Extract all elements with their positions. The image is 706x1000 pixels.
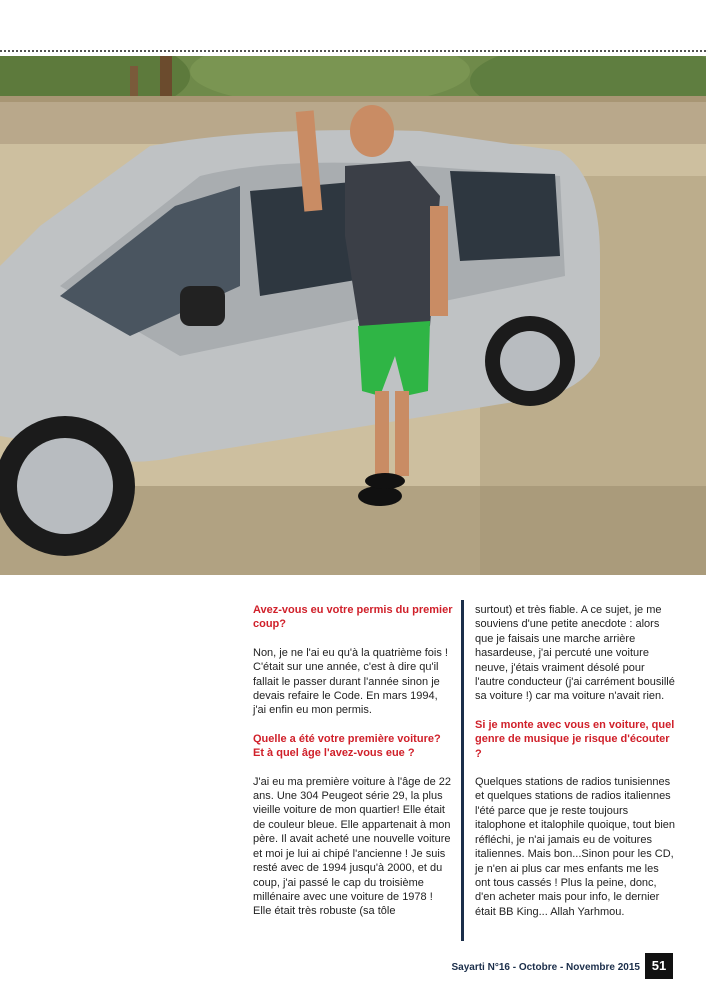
top-dotted-rule xyxy=(0,50,706,52)
footer-issue: Sayarti N°16 - Octobre - Novembre 2015 xyxy=(451,962,640,973)
answer-premiere-voiture-continued: surtout) et très fiable. A ce sujet, je me souviens d'une petite anecdote : alors que je faisais une marche arrière hasardeuse, j'ai percuté une voiture neuve, j'étais vraiment désolé pour l'autre conducteur (j'ai carrément bousillé sa voiture !) car ma voiture n'avait rien. xyxy=(475,604,675,703)
answer-permis: Non, je ne l'ai eu qu'à la quatrième fois ! C'était sur une année, c'est à dire qu'il fallait le passer durant l'année sinon je devais refaire le Code. En mars 1994, j'ai enfin eu mon permis. xyxy=(253,646,448,717)
article-photo xyxy=(0,56,706,575)
article-column-right xyxy=(475,603,677,919)
question-permis: Avez-vous eu votre permis du premier coup? xyxy=(253,604,453,631)
column-divider xyxy=(461,600,464,941)
article-column-left xyxy=(253,603,453,919)
page-number: 51 xyxy=(645,953,673,979)
answer-premiere-voiture: J'ai eu ma première voiture à l'âge de 22 ans. Une 304 Peugeot série 29, la plus vieille voiture de mon quartier! Elle était de couleur bleue. Elle appartenait à mon père. Il avait acheté une nouvelle voiture et moi je lui ai chipé l'ancienne ! Je suis resté avec de 1994 jusqu'à 2000, et du coup, j'ai passé le cap du troisième millénaire avec une voiture de 1978 ! Elle était très robuste (sa tôle xyxy=(253,775,452,918)
answer-musique: Quelques stations de radios tunisiennes et quelques stations de radios italiennes l'été parce que je reste toujours italophone et italophile quoique, tout bien réfléchi, je n'ai jamais eu de voitures italiennes. Mais bon...Sinon pour les CD, je n'en ai plus car mes enfants me les ont tous cassés ! Plus la peine, donc, d'en acheter mais pour info, le dernier était BB King... Allah Yarhmou. xyxy=(475,776,675,918)
photo-man-with-car xyxy=(0,56,706,575)
question-premiere-voiture: Quelle a été votre première voiture? Et à quel âge l'avez-vous eue ? xyxy=(253,732,441,760)
question-musique: Si je monte avec vous en voiture, quel genre de musique je risque d'écouter ? xyxy=(475,718,675,760)
